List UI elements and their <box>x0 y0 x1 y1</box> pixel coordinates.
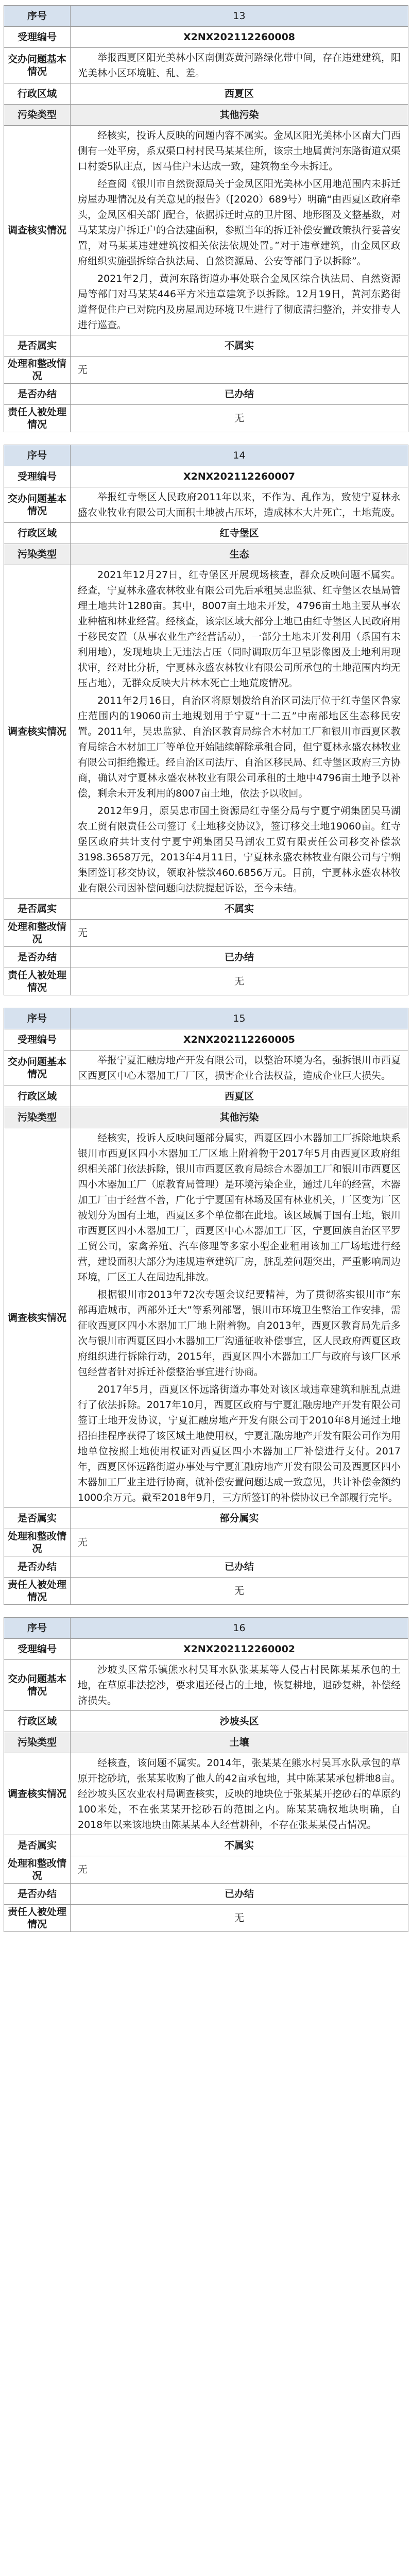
label-rectify: 处理和整改情况 <box>4 1529 71 1556</box>
case-record-table <box>4 1008 408 1605</box>
value-pollution: 其他污染 <box>71 105 408 126</box>
label-problem: 交办问题基本情况 <box>4 48 71 83</box>
label-accountable: 责任人被处理情况 <box>4 405 71 432</box>
label-rectify: 处理和整改情况 <box>4 1856 71 1884</box>
value-problem <box>71 487 408 523</box>
label-seq: 序号 <box>4 1008 71 1029</box>
value-verify <box>71 565 408 899</box>
label-accountable: 责任人被处理情况 <box>4 968 71 995</box>
label-closed: 是否办结 <box>4 1556 71 1578</box>
value-closed: 已办结 <box>71 947 408 968</box>
label-case-no: 受理编号 <box>4 27 71 48</box>
label-problem: 交办问题基本情况 <box>4 487 71 523</box>
value-rectify: 无 <box>71 357 408 384</box>
verify-paragraph: 经核查，该问题不属实。2014年，张某某在熊水村吴耳水队承包的草原开挖砂坑，张某某收购了他人的42亩承包地，其中陈某某承包耕地8亩。经沙坡头区农业农村局调查核实，反映的地块位于张某某开挖砂石的草原约100米处，不在张某某开挖砂石的范围之内。陈某某确权地块明确，自2018年以来该地块由陈某某本人经营耕种，不存在张某某侵占情况。 <box>78 1757 401 1831</box>
case-record-table <box>4 1617 408 1932</box>
verify-paragraph: 经核实，投诉人反映的问题内容不属实。金凤区阳光美林小区南大门西侧有一处平房，系双渠口村村民马某某住所，该宗土地属黄河东路街道双渠口村委5队庄点，因马住户未达成一致，建筑物至今未拆迁。 <box>78 130 401 172</box>
value-is-true: 部分属实 <box>71 1508 408 1529</box>
case-record-table <box>4 445 408 995</box>
label-problem: 交办问题基本情况 <box>4 1660 71 1711</box>
value-seq: 16 <box>71 1618 408 1639</box>
label-is-true: 是否属实 <box>4 1835 71 1856</box>
label-case-no: 受理编号 <box>4 1639 71 1660</box>
value-is-true: 不属实 <box>71 335 408 357</box>
label-verify: 调查核实情况 <box>4 565 71 899</box>
value-seq: 13 <box>71 6 408 27</box>
value-problem <box>71 1660 408 1711</box>
label-district: 行政区域 <box>4 83 71 105</box>
label-verify: 调查核实情况 <box>4 1753 71 1835</box>
label-closed: 是否办结 <box>4 384 71 405</box>
label-seq: 序号 <box>4 1618 71 1639</box>
label-rectify: 处理和整改情况 <box>4 357 71 384</box>
label-closed: 是否办结 <box>4 947 71 968</box>
problem-text: 举报红寺堡区人民政府2011年以来，不作为、乱作为，致使宁夏林永盛农业牧业有限公司大面积土地被占压坏，造成林木大片死亡，土地荒废。 <box>78 492 401 518</box>
label-is-true: 是否属实 <box>4 335 71 357</box>
label-pollution: 污染类型 <box>4 1107 71 1128</box>
value-seq: 14 <box>71 445 408 466</box>
value-accountable: 无 <box>71 968 408 995</box>
verify-paragraph: 2011年2月16日，自治区将原划拨给自治区司法厅位于红寺堡区鲁家庄范围内的19060亩土地规划用于宁夏“十二五”中南部地区生态移民安置。2011年，吴忠监狱、自治区教育局综合木材加工厂和银川市西夏区教育局综合木材加工厂等单位开始陆续解除承租合同，但宁夏林永盛农林牧业有限公司拒绝搬迁。经自治区司法厅、自治区移民局、红寺堡区政府三方协商，确认对宁夏林永盛农林牧业有限公司承租的土地中4796亩土地予以补偿，剩余未开发利用的8007亩土地，依法予以收回。 <box>78 695 401 799</box>
verify-paragraph: 2021年2月，黄河东路街道办事处联合金凤区综合执法局、自然资源局等部门对马某某446平方米违章建筑予以拆除。12月19日，黄河东路街道督促住户已对院内及房屋周边环境卫生进行了彻底清扫整治，并安排专人进行巡查。 <box>78 273 401 331</box>
case-record-table <box>4 5 408 432</box>
problem-text: 沙坡头区常乐镇熊水村吴耳水队张某某等人侵占村民陈某某承包的土地，在草原非法挖沙，要求退还侵占的土地，恢复耕地，退砂复耕，补偿经济损失。 <box>78 1664 401 1706</box>
label-district: 行政区域 <box>4 1711 71 1732</box>
label-district: 行政区域 <box>4 1086 71 1107</box>
label-seq: 序号 <box>4 6 71 27</box>
label-pollution: 污染类型 <box>4 105 71 126</box>
label-accountable: 责任人被处理情况 <box>4 1905 71 1932</box>
value-case-no: X2NX202112260008 <box>71 27 408 48</box>
value-accountable: 无 <box>71 1905 408 1932</box>
verify-paragraph: 2017年5月，西夏区怀远路街道办事处对该区域违章建筑和脏乱点进行了依法拆除。2017年10月，西夏区政府与宁夏汇融房地产开发有限公司签订土地开发协议，宁夏汇融房地产开发有限公司于2010年8月通过土地招拍挂程序获得了该区域土地使用权，宁夏汇融房地产开发有限公司作为用地单位按照土地使用权证对西夏区四小木器加工厂补偿进行支付。2017年，西夏区怀远路街道办事处与宁夏汇融房地产开发有限公司及西夏区四小木器加工厂业主进行协商，就补偿安置问题达成一致意见，共计补偿金额约1000余万元。截至2018年9月，三方所签订的补偿协议已全部履行完毕。 <box>78 1384 401 1503</box>
label-is-true: 是否属实 <box>4 1508 71 1529</box>
value-district: 西夏区 <box>71 1086 408 1107</box>
value-problem <box>71 48 408 83</box>
label-is-true: 是否属实 <box>4 899 71 920</box>
verify-paragraph: 经核实，投诉人反映问题部分属实，西夏区四小木器加工厂拆除地块系银川市西夏区四小木器加工厂区地上附着物于2017年5月由西夏区政府组织相关部门依法拆除，银川市西夏区教育局综合木器加工厂和银川市西夏区四小木器加工厂（原教育局管理）是环境污染企业，通过几年的经营，木器加工厂由于经营不善，广化于宁夏国有林场及国有林业机关，厂区变为厂区被划分为国有土地，西夏区多个单位都在此地。该区域属于国有土地，银川市西夏区四小木器加工厂，西夏区中心木器加工厂区，宁夏回族自治区平罗工贸公司，家禽养殖、汽车修理等多家小型企业租用该加工厂场地进行经营，建设面积大部分为违规违章建筑厂房，脏乱差问题突出，严重影响周边环境，厂区工人在周边乱排放。 <box>78 1132 401 1283</box>
value-seq: 15 <box>71 1008 408 1029</box>
value-rectify: 无 <box>71 1856 408 1884</box>
label-seq: 序号 <box>4 445 71 466</box>
verify-paragraph: 根据银川市2013年72次专题会议纪要精神，为了贯彻落实银川市“东部再造城市，西部外迁大”等系列部署，银川市环境卫生整治工作安排，需征收西夏区四小木器加工厂地上附着物。自2013年，西夏区教育局先后多次与银川市西夏区四小木器加工厂沟通征收补偿事宜，区人民政府西夏区政府组织进行拆除行动，2015年，西夏区四小木器加工厂与政府与该厂区承包经营者针对拆迁补偿整治事宜进行协商。 <box>78 1289 401 1378</box>
label-pollution: 污染类型 <box>4 544 71 565</box>
label-verify: 调查核实情况 <box>4 126 71 335</box>
value-case-no: X2NX202112260007 <box>71 466 408 487</box>
value-verify <box>71 1753 408 1835</box>
label-case-no: 受理编号 <box>4 466 71 487</box>
label-problem: 交办问题基本情况 <box>4 1050 71 1086</box>
value-is-true: 不属实 <box>71 899 408 920</box>
value-is-true: 不属实 <box>71 1835 408 1856</box>
value-district: 红寺堡区 <box>71 523 408 544</box>
label-accountable: 责任人被处理情况 <box>4 1578 71 1605</box>
problem-text: 举报宁夏汇融房地产开发有限公司，以整治环境为名，强拆银川市西夏区西夏区中心木器加工厂厂区，损害企业合法权益，造成企业巨大损失。 <box>78 1055 401 1081</box>
verify-paragraph: 2021年12月27日，红寺堡区开展现场核查，群众反映问题不属实。经查，宁夏林永盛农林牧业有限公司先后承租吴忠监狱、红寺堡区农垦局管理土地共计1280亩。其中，8007亩土地未开发，4796亩土地主要从事农业种植和林业经营。经核查，该宗区域大部分土地已由红寺堡区人民政府用于移民安置（从事农业生产经营活动），一部分土地未开发利用（系国有未利用地），发现地块上无违法占压（同时调取历年卫星影像图及土地利用现状审，经对比分析，宁夏林永盛农林牧业有限公司所承包的土地范围内均无压占地），无群众反映大片林木死亡土地荒废情况。 <box>78 569 401 689</box>
label-case-no: 受理编号 <box>4 1029 71 1050</box>
value-pollution: 土壤 <box>71 1732 408 1753</box>
label-district: 行政区域 <box>4 523 71 544</box>
value-pollution: 其他污染 <box>71 1107 408 1128</box>
label-pollution: 污染类型 <box>4 1732 71 1753</box>
problem-text: 举报西夏区阳光美林小区南侧赛黄河路绿化带中间，存在违建建筑，阳光美林小区环境脏、乱、差。 <box>78 52 401 79</box>
label-rectify: 处理和整改情况 <box>4 920 71 947</box>
verify-paragraph: 经查阅《银川市自然资源局关于金凤区阳光美林小区用地范围内未拆迁房屋办理情况及有关意见的报告》（[2020）689号）明确“由西夏区政府牵头，金凤区相关部门配合，依据拆迁时点的卫片图、地形图及文整基数，对马某某房户拆迁户的合法建面积，参照当年的拆迁补偿安置政策执行妥善安置，对马某某违建建筑按相关依法依规处置。”对于违章建筑，由金凤区政府组织实施强拆综合执法局、自然资源局、公安等部门予以拆除”。 <box>78 178 401 267</box>
value-pollution: 生态 <box>71 544 408 565</box>
label-closed: 是否办结 <box>4 1884 71 1905</box>
value-district: 沙坡头区 <box>71 1711 408 1732</box>
value-rectify: 无 <box>71 1529 408 1556</box>
value-closed: 已办结 <box>71 384 408 405</box>
value-district: 西夏区 <box>71 83 408 105</box>
value-verify <box>71 1128 408 1508</box>
label-verify: 调查核实情况 <box>4 1128 71 1508</box>
value-problem <box>71 1050 408 1086</box>
value-accountable: 无 <box>71 1578 408 1605</box>
value-case-no: X2NX202112260002 <box>71 1639 408 1660</box>
value-accountable: 无 <box>71 405 408 432</box>
value-closed: 已办结 <box>71 1556 408 1578</box>
value-closed: 已办结 <box>71 1884 408 1905</box>
value-verify <box>71 126 408 335</box>
value-case-no: X2NX202112260005 <box>71 1029 408 1050</box>
value-rectify: 无 <box>71 920 408 947</box>
verify-paragraph: 2012年9月，原吴忠市国土资源局红寺堡分局与宁夏宁朔集团吴马湖农工贸有限责任公司签订《土地移交协议》，签订移交土地19060亩。红寺堡区政府共计支付宁夏宁朔集团吴马湖农工贸有限责任公司移交补偿款3198.3658万元，2013年4月11日，宁夏林永盛农林牧业有限公司与宁朔集团签订移交协议，领取补偿款460.6856万元。目前，宁夏林永盛农林牧业有限公司因补偿问题向法院提起诉讼，至今未结。 <box>78 805 401 894</box>
